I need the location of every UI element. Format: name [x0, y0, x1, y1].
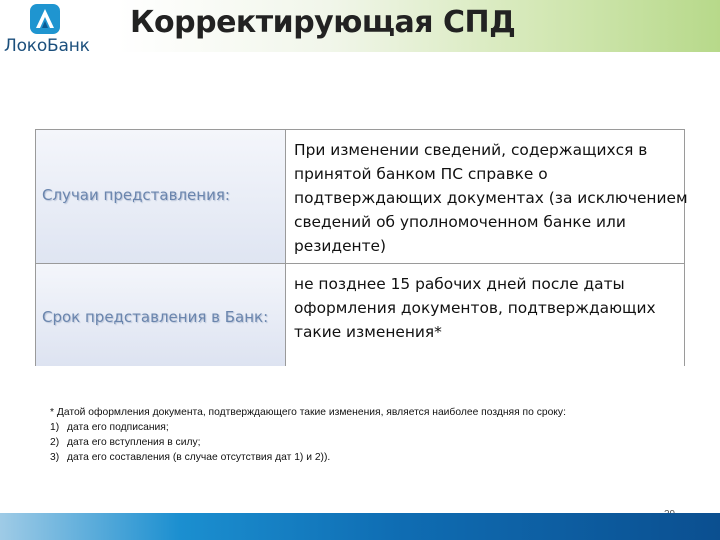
footnote — [50, 405, 690, 465]
footnote-intro: * Датой оформления документа, подтверждающего такие изменения, является наиболее поздняя по сроку: — [50, 407, 566, 418]
row-value: При изменении сведений, содержащихся в принятой банком ПС справке о подтверждающих документах (за исключением сведений об уполномоченном банке или резиденте) — [294, 141, 688, 255]
footnote-item — [50, 450, 690, 465]
table-row — [36, 263, 684, 366]
row-label: Срок представления в Банк: — [42, 308, 269, 326]
table-row — [36, 130, 688, 263]
row-label: Случаи представления: — [42, 186, 230, 204]
row-label-cell — [36, 264, 286, 366]
row-value-cell — [286, 130, 688, 263]
row-value-cell — [286, 264, 684, 366]
slide-header — [0, 0, 720, 66]
lokobank-logo-icon — [30, 4, 60, 34]
footnote-item-text: дата его подписания; — [67, 422, 169, 433]
bottom-bar — [0, 513, 720, 540]
footnote-item-number: 3) — [50, 452, 60, 463]
footnote-item-number: 1) — [50, 422, 60, 433]
footnote-item — [50, 420, 690, 435]
footnote-item-number: 2) — [50, 437, 60, 448]
row-label-cell — [36, 130, 286, 263]
logo — [0, 0, 118, 66]
footnote-item — [50, 435, 690, 450]
row-value: не позднее 15 рабочих дней после даты оформления документов, подтверждающих такие изменения* — [294, 275, 656, 341]
footnote-item-text: дата его вступления в силу; — [67, 437, 201, 448]
footnote-item-text: дата его составления (в случае отсутствия дат 1) и 2)). — [67, 452, 331, 463]
page-title: Корректирующая СПД — [130, 5, 516, 40]
title-bar — [118, 0, 720, 52]
logo-text: ЛокоБанк — [4, 36, 90, 56]
info-table — [35, 129, 688, 366]
